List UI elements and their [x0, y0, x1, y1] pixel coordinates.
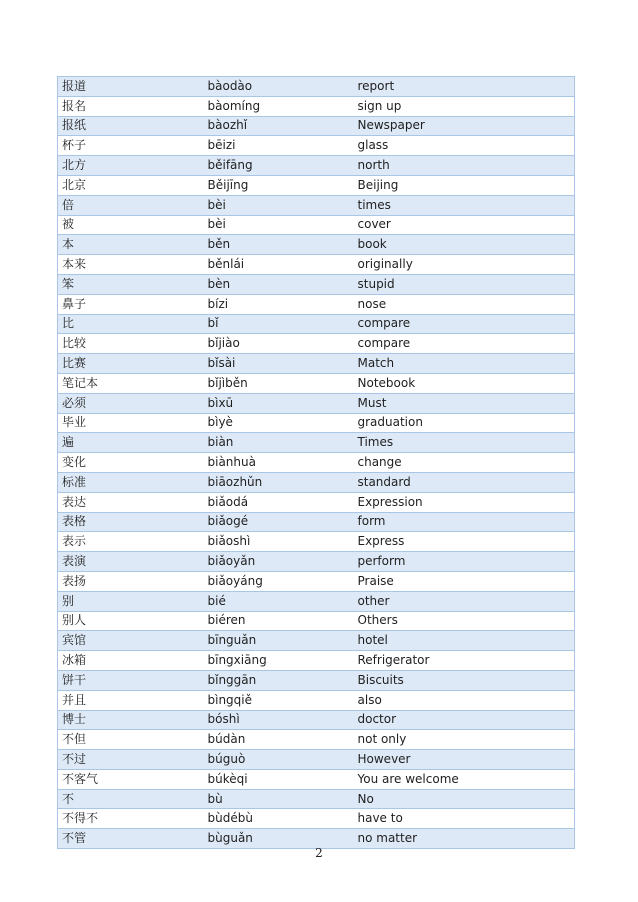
english-cell: Expression: [354, 492, 575, 512]
table-row: [58, 789, 575, 809]
table-row: [58, 156, 575, 176]
table-row: [58, 136, 575, 156]
table-row: [58, 195, 575, 215]
english-cell: Praise: [354, 571, 575, 591]
pinyin-cell: běnlái: [204, 255, 354, 275]
pinyin-cell: bàodào: [204, 77, 354, 97]
english-cell: Must: [354, 393, 575, 413]
pinyin-cell: běifāng: [204, 156, 354, 176]
hanzi-cell: 表演: [58, 552, 204, 572]
pinyin-cell: bèi: [204, 195, 354, 215]
english-cell: hotel: [354, 631, 575, 651]
hanzi-cell: 表格: [58, 512, 204, 532]
pinyin-cell: bùdébù: [204, 809, 354, 829]
pinyin-cell: bǐjiào: [204, 334, 354, 354]
english-cell: change: [354, 453, 575, 473]
pinyin-cell: biǎoyáng: [204, 571, 354, 591]
hanzi-cell: 比: [58, 314, 204, 334]
english-cell: north: [354, 156, 575, 176]
english-cell: stupid: [354, 274, 575, 294]
pinyin-cell: bùguǎn: [204, 829, 354, 849]
english-cell: nose: [354, 294, 575, 314]
pinyin-cell: bóshì: [204, 710, 354, 730]
pinyin-cell: bù: [204, 789, 354, 809]
pinyin-cell: bèn: [204, 274, 354, 294]
english-cell: Others: [354, 611, 575, 631]
table-row: [58, 690, 575, 710]
english-cell: Refrigerator: [354, 651, 575, 671]
table-row: [58, 255, 575, 275]
english-cell: Newspaper: [354, 116, 575, 136]
pinyin-cell: bàomíng: [204, 96, 354, 116]
pinyin-cell: bǐjìběn: [204, 373, 354, 393]
pinyin-cell: bàozhǐ: [204, 116, 354, 136]
hanzi-cell: 饼干: [58, 670, 204, 690]
table-row: [58, 730, 575, 750]
hanzi-cell: 报纸: [58, 116, 204, 136]
table-row: [58, 809, 575, 829]
table-row: [58, 373, 575, 393]
english-cell: also: [354, 690, 575, 710]
pinyin-cell: biāozhǔn: [204, 472, 354, 492]
pinyin-cell: bìyè: [204, 413, 354, 433]
table-row: [58, 651, 575, 671]
table-row: [58, 235, 575, 255]
english-cell: Beijing: [354, 175, 575, 195]
english-cell: Biscuits: [354, 670, 575, 690]
english-cell: have to: [354, 809, 575, 829]
english-cell: Notebook: [354, 373, 575, 393]
pinyin-cell: búdàn: [204, 730, 354, 750]
table-row: [58, 492, 575, 512]
pinyin-cell: bīnguǎn: [204, 631, 354, 651]
table-row: [58, 354, 575, 374]
pinyin-cell: biǎogé: [204, 512, 354, 532]
english-cell: glass: [354, 136, 575, 156]
hanzi-cell: 表扬: [58, 571, 204, 591]
table-row: [58, 750, 575, 770]
pinyin-cell: bǐsài: [204, 354, 354, 374]
table-row: [58, 314, 575, 334]
hanzi-cell: 北方: [58, 156, 204, 176]
pinyin-cell: biéren: [204, 611, 354, 631]
table-row: [58, 472, 575, 492]
table-row: [58, 769, 575, 789]
english-cell: Express: [354, 532, 575, 552]
hanzi-cell: 笨: [58, 274, 204, 294]
english-cell: graduation: [354, 413, 575, 433]
english-cell: no matter: [354, 829, 575, 849]
hanzi-cell: 必须: [58, 393, 204, 413]
hanzi-cell: 变化: [58, 453, 204, 473]
hanzi-cell: 笔记本: [58, 373, 204, 393]
table-row: [58, 433, 575, 453]
english-cell: However: [354, 750, 575, 770]
table-row: [58, 274, 575, 294]
pinyin-cell: biǎodá: [204, 492, 354, 512]
hanzi-cell: 表达: [58, 492, 204, 512]
pinyin-cell: bǐnggān: [204, 670, 354, 690]
vocabulary-table: [57, 76, 575, 849]
hanzi-cell: 别人: [58, 611, 204, 631]
english-cell: No: [354, 789, 575, 809]
hanzi-cell: 本: [58, 235, 204, 255]
pinyin-cell: biàn: [204, 433, 354, 453]
english-cell: sign up: [354, 96, 575, 116]
pinyin-cell: bìxū: [204, 393, 354, 413]
table-row: [58, 334, 575, 354]
table-row: [58, 175, 575, 195]
hanzi-cell: 比赛: [58, 354, 204, 374]
english-cell: not only: [354, 730, 575, 750]
hanzi-cell: 遍: [58, 433, 204, 453]
pinyin-cell: búkèqi: [204, 769, 354, 789]
hanzi-cell: 本来: [58, 255, 204, 275]
english-cell: cover: [354, 215, 575, 235]
hanzi-cell: 并且: [58, 690, 204, 710]
hanzi-cell: 宾馆: [58, 631, 204, 651]
hanzi-cell: 报名: [58, 96, 204, 116]
hanzi-cell: 不管: [58, 829, 204, 849]
pinyin-cell: biǎoshì: [204, 532, 354, 552]
table-row: [58, 670, 575, 690]
table-row: [58, 591, 575, 611]
table-row: [58, 413, 575, 433]
vocabulary-table-body: [58, 77, 575, 849]
hanzi-cell: 杯子: [58, 136, 204, 156]
pinyin-cell: biǎoyǎn: [204, 552, 354, 572]
hanzi-cell: 报道: [58, 77, 204, 97]
table-row: [58, 96, 575, 116]
pinyin-cell: běn: [204, 235, 354, 255]
pinyin-cell: búguò: [204, 750, 354, 770]
table-row: [58, 631, 575, 651]
table-row: [58, 77, 575, 97]
english-cell: book: [354, 235, 575, 255]
pinyin-cell: bìngqiě: [204, 690, 354, 710]
table-row: [58, 215, 575, 235]
hanzi-cell: 鼻子: [58, 294, 204, 314]
table-row: [58, 710, 575, 730]
hanzi-cell: 别: [58, 591, 204, 611]
hanzi-cell: 不但: [58, 730, 204, 750]
pinyin-cell: bīngxiāng: [204, 651, 354, 671]
pinyin-cell: bízi: [204, 294, 354, 314]
hanzi-cell: 标准: [58, 472, 204, 492]
hanzi-cell: 不: [58, 789, 204, 809]
english-cell: form: [354, 512, 575, 532]
english-cell: compare: [354, 314, 575, 334]
english-cell: doctor: [354, 710, 575, 730]
english-cell: compare: [354, 334, 575, 354]
english-cell: Times: [354, 433, 575, 453]
table-row: [58, 512, 575, 532]
table-row: [58, 532, 575, 552]
english-cell: Match: [354, 354, 575, 374]
table-row: [58, 294, 575, 314]
english-cell: You are welcome: [354, 769, 575, 789]
table-row: [58, 116, 575, 136]
hanzi-cell: 被: [58, 215, 204, 235]
hanzi-cell: 表示: [58, 532, 204, 552]
hanzi-cell: 不客气: [58, 769, 204, 789]
pinyin-cell: bēizi: [204, 136, 354, 156]
table-row: [58, 571, 575, 591]
hanzi-cell: 毕业: [58, 413, 204, 433]
pinyin-cell: biànhuà: [204, 453, 354, 473]
pinyin-cell: bèi: [204, 215, 354, 235]
english-cell: standard: [354, 472, 575, 492]
english-cell: other: [354, 591, 575, 611]
table-row: [58, 453, 575, 473]
hanzi-cell: 比较: [58, 334, 204, 354]
pinyin-cell: bǐ: [204, 314, 354, 334]
pinyin-cell: Běijīng: [204, 175, 354, 195]
pinyin-cell: bié: [204, 591, 354, 611]
hanzi-cell: 不过: [58, 750, 204, 770]
hanzi-cell: 冰箱: [58, 651, 204, 671]
hanzi-cell: 倍: [58, 195, 204, 215]
table-row: [58, 552, 575, 572]
table-row: [58, 611, 575, 631]
english-cell: report: [354, 77, 575, 97]
hanzi-cell: 北京: [58, 175, 204, 195]
english-cell: perform: [354, 552, 575, 572]
english-cell: times: [354, 195, 575, 215]
hanzi-cell: 博士: [58, 710, 204, 730]
english-cell: originally: [354, 255, 575, 275]
hanzi-cell: 不得不: [58, 809, 204, 829]
page-number: 2: [315, 846, 323, 860]
table-row: [58, 393, 575, 413]
